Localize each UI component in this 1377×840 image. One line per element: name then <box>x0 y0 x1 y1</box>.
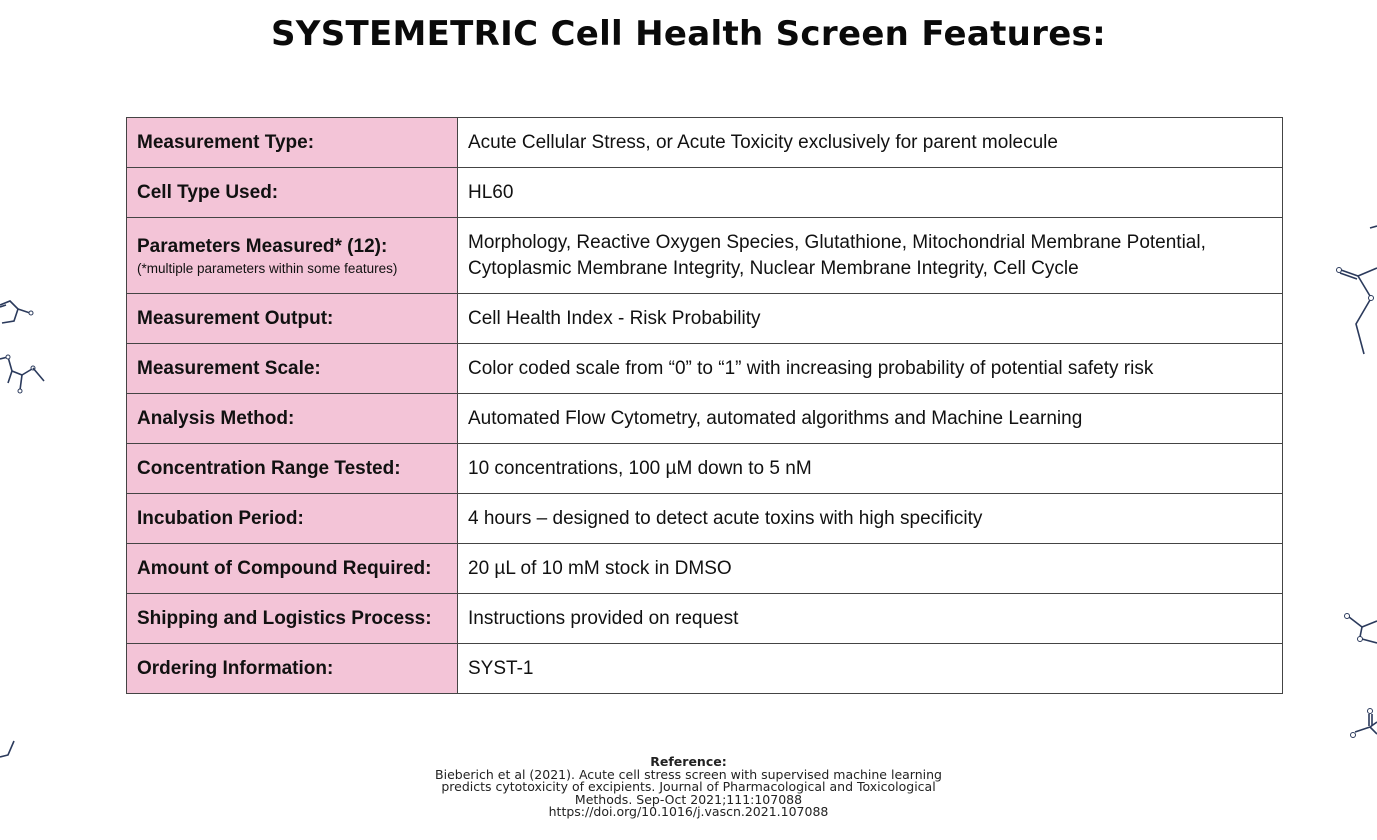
molecule-structure-icon <box>1330 220 1377 360</box>
row-value: Acute Cellular Stress, or Acute Toxicity exclusively for parent molecule <box>458 118 1283 168</box>
molecule-structure-icon <box>1345 700 1377 745</box>
page-title: SYSTEMETRIC Cell Health Screen Features: <box>271 14 1106 54</box>
reference-doi-link[interactable]: https://doi.org/10.1016/j.vascn.2021.107088 <box>548 804 829 819</box>
row-value: SYST-1 <box>458 644 1283 694</box>
table-row <box>127 444 1283 494</box>
row-value: Instructions provided on request <box>458 594 1283 644</box>
row-value: Automated Flow Cytometry, automated algorithms and Machine Learning <box>458 394 1283 444</box>
molecule-structure-icon <box>0 735 20 765</box>
row-value-cell <box>458 218 1283 294</box>
row-label: Measurement Scale: <box>127 344 458 394</box>
row-value-line: Morphology, Reactive Oxygen Species, Glutathione, Mitochondrial Membrane Potential, <box>468 231 1206 253</box>
reference-heading: Reference: <box>650 754 727 769</box>
row-label: Parameters Measured* (12): <box>137 235 388 257</box>
table-row <box>127 168 1283 218</box>
row-label: Measurement Output: <box>127 294 458 344</box>
row-label: Ordering Information: <box>127 644 458 694</box>
table-row <box>127 294 1283 344</box>
molecule-structure-icon <box>1340 605 1377 650</box>
row-value-line: Cytoplasmic Membrane Integrity, Nuclear Membrane Integrity, Cell Cycle <box>468 257 1079 279</box>
molecule-structure-icon <box>0 295 50 400</box>
table-row <box>127 344 1283 394</box>
row-label: Amount of Compound Required: <box>127 544 458 594</box>
row-label: Measurement Type: <box>127 118 458 168</box>
row-value: 4 hours – designed to detect acute toxins with high specificity <box>458 494 1283 544</box>
row-value: Color coded scale from “0” to “1” with increasing probability of potential safety risk <box>458 344 1283 394</box>
features-table <box>126 117 1283 694</box>
row-label: Concentration Range Tested: <box>127 444 458 494</box>
row-label: Shipping and Logistics Process: <box>127 594 458 644</box>
reference-citation: Bieberich et al (2021). Acute cell stress screen with supervised machine learning predicts cytotoxicity of excipients. Journal of Pharmacological and Toxicological Methods. Sep-Oct 2021;111:107088 <box>435 766 942 807</box>
table-row <box>127 644 1283 694</box>
reference-block <box>0 756 1377 819</box>
row-value: Cell Health Index - Risk Probability <box>458 294 1283 344</box>
row-label: Incubation Period: <box>127 494 458 544</box>
row-sublabel: (*multiple parameters within some features) <box>137 260 398 276</box>
row-label: Analysis Method: <box>127 394 458 444</box>
table-row <box>127 394 1283 444</box>
row-label-cell <box>127 218 458 294</box>
table-row <box>127 218 1283 294</box>
row-value: 20 µL of 10 mM stock in DMSO <box>458 544 1283 594</box>
row-value: HL60 <box>458 168 1283 218</box>
row-label: Cell Type Used: <box>127 168 458 218</box>
table-row <box>127 544 1283 594</box>
table-row <box>127 594 1283 644</box>
row-value: 10 concentrations, 100 µM down to 5 nM <box>458 444 1283 494</box>
table-row <box>127 118 1283 168</box>
table-row <box>127 494 1283 544</box>
